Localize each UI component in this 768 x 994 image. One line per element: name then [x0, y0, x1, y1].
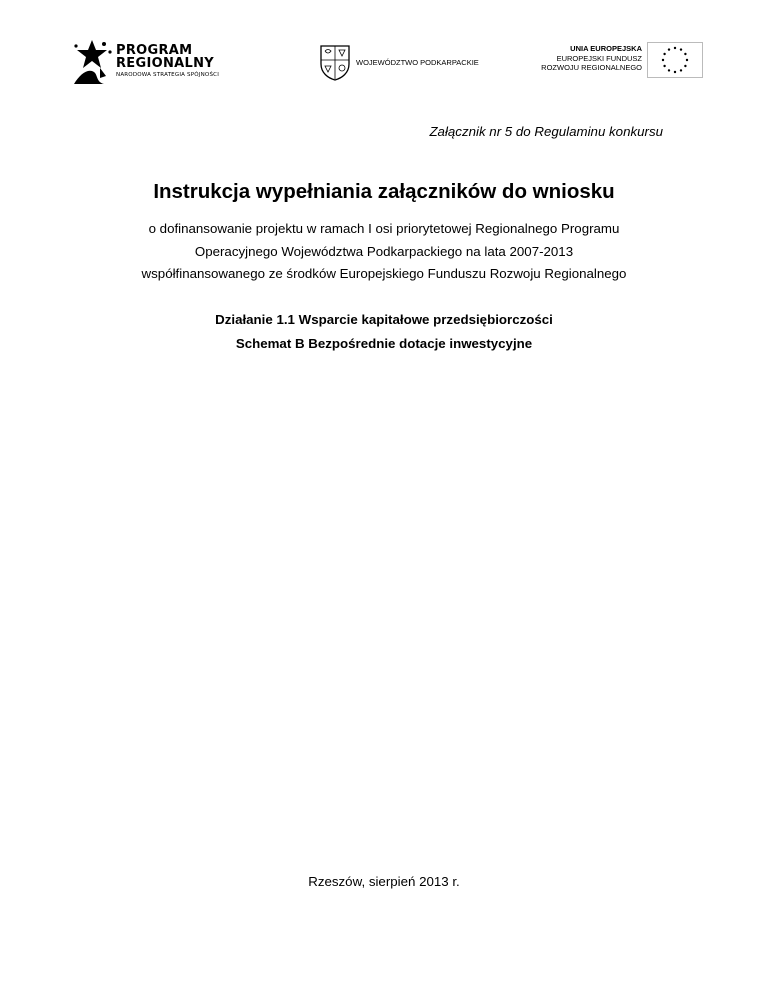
program-logo-line2: REGIONALNY: [116, 56, 214, 71]
program-regionalny-logo: [70, 38, 240, 88]
eu-logo-line3: ROZWOJU REGIONALNEGO: [541, 63, 642, 72]
star-figure-icon: [70, 38, 114, 86]
program-logo-line3: NARODOWA STRATEGIA SPÓJNOŚCI: [116, 72, 220, 78]
eu-flag-icon: [647, 42, 703, 78]
place-date: Rzeszów, sierpień 2013 r.: [308, 874, 460, 889]
scheme-heading: Schemat B Bezpośrednie dotacje inwestycyjne: [235, 336, 533, 351]
voivodeship-label: WOJEWÓDZTWO PODKARPACKIE: [356, 58, 479, 67]
subtitle-line-2: Operacyjnego Województwa Podkarpackiego na lata 2007-2013: [194, 244, 574, 259]
action-heading: Działanie 1.1 Wsparcie kapitałowe przedsiębiorczości: [215, 312, 553, 327]
coat-of-arms-icon: [318, 42, 352, 82]
subtitle-line-1: o dofinansowanie projektu w ramach I osi priorytetowej Regionalnego Programu: [148, 221, 620, 236]
document-title: Instrukcja wypełniania załączników do wniosku: [153, 180, 615, 203]
eu-logo-text: [541, 44, 642, 73]
program-logo-line1: PROGRAM: [116, 43, 193, 58]
eu-logo-line2: EUROPEJSKI FUNDUSZ: [556, 53, 642, 63]
voivodeship-logo: [318, 42, 498, 82]
annex-note: Załącznik nr 5 do Regulaminu konkursu: [429, 124, 663, 139]
subtitle-line-3: współfinansowanego ze środków Europejskiego Funduszu Rozwoju Regionalnego: [141, 266, 627, 281]
eu-logo-line1: UNIA EUROPEJSKA: [570, 44, 642, 53]
eu-logo: [520, 40, 704, 82]
